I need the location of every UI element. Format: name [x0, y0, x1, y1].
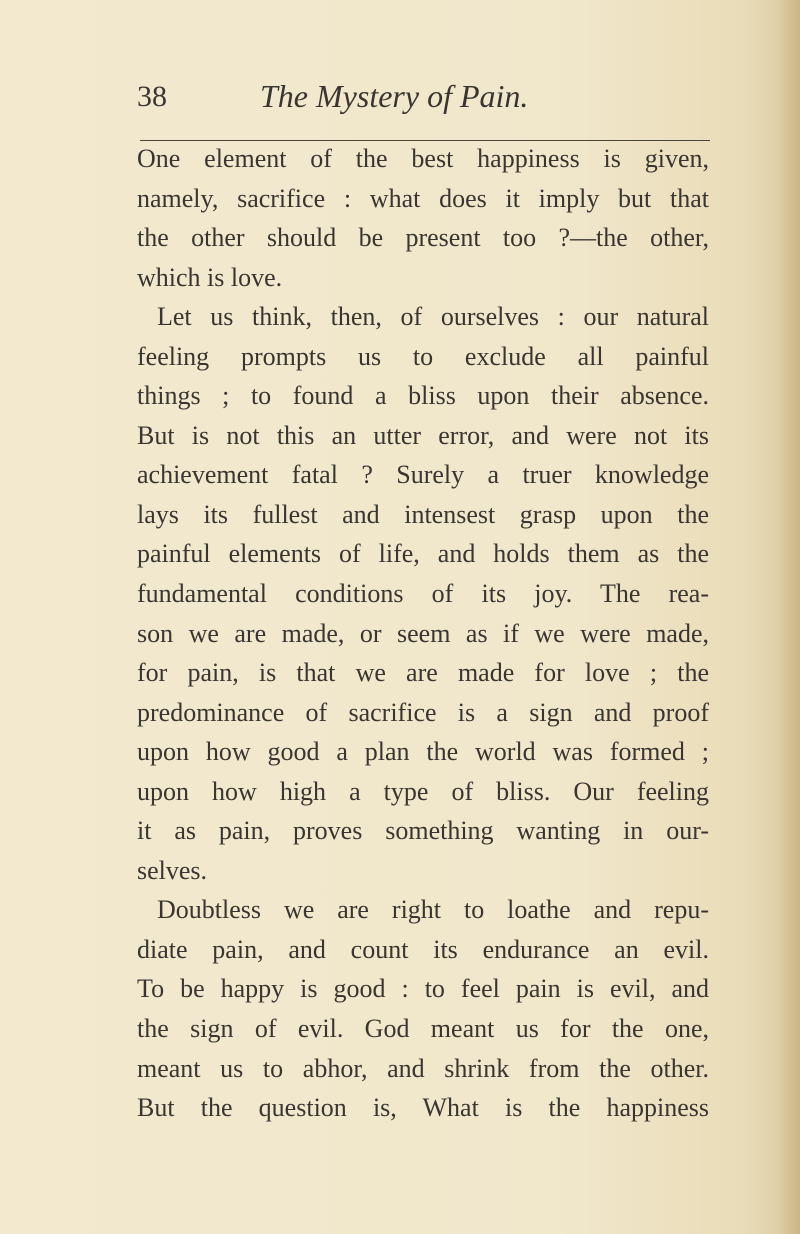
text-line: To be happy is good : to feel pain is evil, and [137, 974, 709, 1004]
text-line: upon how good a plan the world was formed ; [137, 737, 709, 767]
text-line: for pain, is that we are made for love ; the [137, 658, 709, 688]
text-line: it as pain, proves something wanting in our- [137, 816, 709, 846]
text-line: namely, sacrifice : what does it imply but that [137, 183, 709, 213]
text-line: But is not this an utter error, and were not its [137, 420, 709, 450]
text-line: meant us to abhor, and shrink from the other. [137, 1053, 709, 1083]
page-number: 38 [137, 80, 167, 113]
text-line: the other should be present too ?—the other, [137, 223, 709, 253]
text-line: selves. [137, 855, 208, 885]
text-line: achievement fatal ? Surely a truer knowledge [137, 460, 709, 490]
text-line: son we are made, or seem as if we were made, [137, 618, 709, 648]
text-line: fundamental conditions of its joy. The rea- [137, 579, 709, 609]
text-line: Let us think, then, of ourselves : our natural [157, 302, 709, 332]
text-line: Doubtless we are right to loathe and repu- [157, 895, 709, 925]
text-line: upon how high a type of bliss. Our feeling [137, 776, 709, 806]
page-edge-shadow [778, 0, 800, 1234]
text-line: things ; to found a bliss upon their absence. [137, 381, 709, 411]
text-line: the sign of evil. God meant us for the one, [137, 1014, 709, 1044]
text-line: painful elements of life, and holds them as the [137, 539, 709, 569]
text-line: diate pain, and count its endurance an evil. [137, 934, 709, 964]
text-line: feeling prompts us to exclude all painful [137, 341, 709, 371]
text-line: which is love. [137, 262, 283, 292]
running-title: The Mystery of Pain. [260, 78, 529, 114]
body-text [137, 139, 709, 1128]
running-head [137, 72, 709, 122]
text-line: One element of the best happiness is given, [137, 144, 709, 173]
text-line: predominance of sacrifice is a sign and proof [137, 697, 709, 727]
text-line: lays its fullest and intensest grasp upon the [137, 499, 709, 529]
text-line: But the question is, What is the happiness [137, 1093, 709, 1123]
